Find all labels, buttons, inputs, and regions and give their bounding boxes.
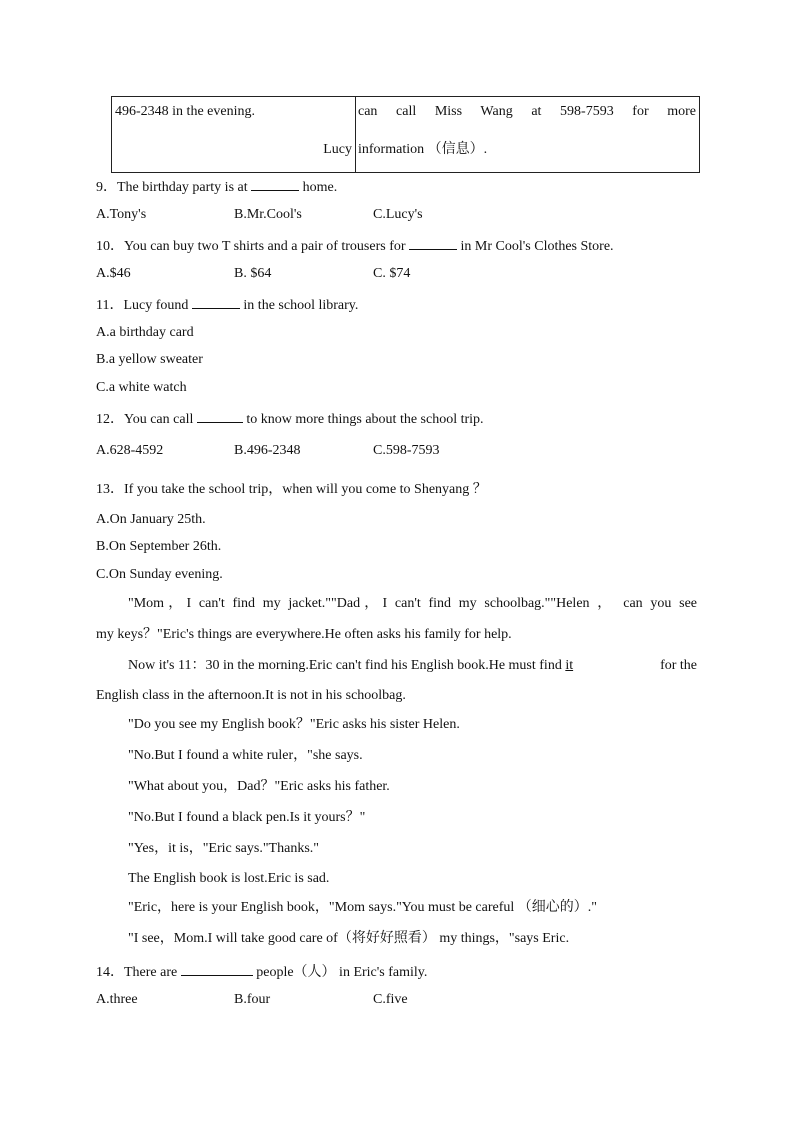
question-text: home. (302, 180, 338, 195)
q12-option-c: C.598-7593 (373, 443, 440, 458)
question-number: 13． (96, 482, 124, 497)
q13-option-a: A.On January 25th. (96, 512, 206, 527)
question-text: people（人） in Eric's family. (256, 965, 428, 980)
q9-option-b: B.Mr.Cool's (234, 207, 302, 222)
question-text: There are (124, 965, 178, 980)
question-text: Lucy found (123, 298, 189, 313)
question-text: in the school library. (243, 298, 359, 313)
info-table-left-cell (112, 97, 356, 173)
passage-line: "Eric，here is your English book，"Mom says."You must be careful （细心的）." (128, 900, 597, 915)
q11-option-a: A.a birthday card (96, 325, 194, 340)
info-table (111, 96, 700, 173)
q13-option-c: C.On Sunday evening. (96, 567, 223, 582)
table-left-line2: Lucy (323, 142, 352, 157)
passage-line (128, 657, 697, 675)
passage-line: "Mom，I can't find my jacket.""Dad，I can't find my schoolbag.""Helen ， can you see (128, 596, 697, 611)
q14-option-a: A.three (96, 992, 138, 1007)
question-text: You can buy two T shirts and a pair of trousers for (124, 239, 406, 254)
q10-option-a: A.$46 (96, 266, 131, 281)
passage-line: "Yes，it is，"Eric says."Thanks." (128, 841, 319, 856)
passage-line: "No.But I found a white ruler，"she says. (128, 748, 363, 763)
question-11 (96, 294, 358, 315)
question-12 (96, 408, 484, 429)
q14-option-c: C.five (373, 992, 408, 1007)
question-9 (96, 176, 337, 197)
answer-blank (181, 961, 253, 976)
q11-option-b: B.a yellow sweater (96, 352, 203, 367)
q10-option-c: C. $74 (373, 266, 411, 281)
question-number: 12． (96, 412, 124, 427)
info-table-right-cell (356, 97, 700, 173)
underlined-word: it (565, 658, 574, 673)
table-right-line2: information （信息）. (358, 142, 488, 157)
question-number: 9． (96, 180, 117, 195)
table-right-line1: can call Miss Wang at 598-7593 for more (358, 104, 696, 119)
passage-line: "What about you，Dad？"Eric asks his father. (128, 779, 390, 794)
question-text: The birthday party is at (117, 180, 248, 195)
question-10 (96, 235, 614, 256)
passage-line: my keys？"Eric's things are everywhere.He often asks his family for help. (96, 627, 512, 642)
passage-line: The English book is lost.Eric is sad. (128, 871, 330, 886)
question-number: 11． (96, 298, 124, 313)
passage-line: "Do you see my English book？"Eric asks his sister Helen. (128, 717, 460, 732)
answer-blank (192, 294, 240, 309)
question-13 (96, 481, 487, 499)
q12-option-b: B.496-2348 (234, 443, 301, 458)
answer-blank (251, 176, 299, 191)
question-text: If you take the school trip，when will you come to Shenyang ？ (124, 482, 487, 497)
q12-option-a: A.628-4592 (96, 443, 164, 458)
q9-option-a: A.Tony's (96, 207, 147, 222)
q10-option-b: B. $64 (234, 266, 272, 281)
passage-text: Now it's 11：30 in the morning.Eric can't find his English book.He must find (128, 658, 562, 673)
passage-line: English class in the afternoon.It is not in his schoolbag. (96, 688, 406, 703)
question-number: 10． (96, 239, 124, 254)
passage-line: "No.But I found a black pen.Is it yours？" (128, 810, 366, 825)
q13-option-b: B.On September 26th. (96, 539, 222, 554)
passage-text: for the (660, 658, 697, 673)
table-left-line1: 496-2348 in the evening. (115, 104, 255, 119)
passage-line: "I see，Mom.I will take good care of（将好好照看） my things，"says Eric. (128, 931, 570, 946)
q11-option-c: C.a white watch (96, 380, 187, 395)
q9-option-c: C.Lucy's (373, 207, 423, 222)
question-text: in Mr Cool's Clothes Store. (460, 239, 614, 254)
question-number: 14． (96, 965, 124, 980)
answer-blank (409, 235, 457, 250)
question-text: You can call (124, 412, 194, 427)
question-text: to know more things about the school trip. (246, 412, 484, 427)
question-14 (96, 961, 427, 982)
answer-blank (197, 408, 243, 423)
q14-option-b: B.four (234, 992, 271, 1007)
